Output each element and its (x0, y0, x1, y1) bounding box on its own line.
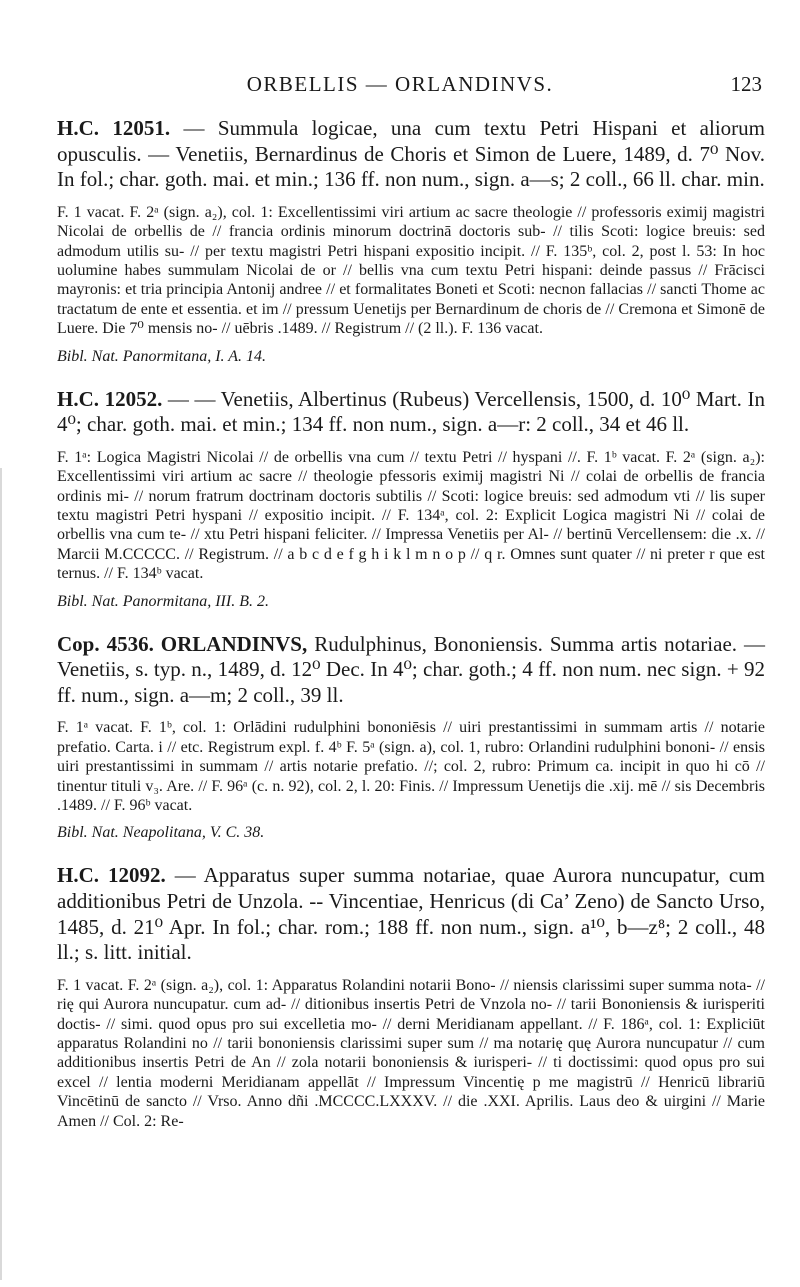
entry-bibliography: Bibl. Nat. Neapolitana, V. C. 38. (57, 824, 265, 842)
entry-description: F. 1 vacat. F. 2ᵃ (sign. a₂), col. 1: Apparatus Rolandini notarii Bono- // niensis clarissimi super summa nota- // rię qui Aurora nuncupatur. cum ad- // ditionibus insertis Petri de Vnzola no- // tarii Bononiensis & iurisperiti doctis- // simi. quod opus pro sui excelletia mo- // derni Meridianam appellant. // F. 186ᵃ, col. 1: Expliciūt apparatus Rolandini no // tarii bononiensis clarissimi super sum // ma notarię quę Aurora nuncupatur // cum additionibus insertis Petri de An // zola notarii bononiensis & iurisperi- // ti doctissimi: quod opus pro sui excel // lentia moderni Meridianam appellāt // Impressum Vincentię p me magistrū // Henricū librariū Vincētinū de sancto // Vrso. Anno dñi .MCCCC.LXXXV. // die .XXI. Aprilis. Laus deo & uirgini // Marie Amen // Col. 2: Re- (57, 976, 765, 1130)
entry-reference: H.C. 12092. (57, 863, 166, 888)
entry-reference: H.C. 12051. (57, 116, 171, 140)
entry-heading (57, 116, 765, 193)
entry-heading (57, 387, 765, 438)
document-body (57, 116, 765, 1151)
page-number: 123 (730, 72, 762, 96)
entry-bibliography: Bibl. Nat. Panormitana, I. A. 14. (57, 347, 267, 365)
entry-12052 (57, 387, 765, 612)
running-head (0, 72, 800, 102)
entry-heading-text: Rudulphinus, Bononiensis. Summa artis notariae. — Venetiis, s. typ. n., 1489, d. 12⁰ Dec. In 4⁰; char. goth.; 4 ff. non num. nec sign. + 92 ff. num., sign. a—m; 2 coll., 39 ll. (57, 631, 766, 707)
entry-heading (57, 863, 765, 965)
entry-heading-text: — Apparatus super summa notariae, quae Aurora nuncupatur, cum additionibus Petri de Unzola. -- Vincentiae, Henricus (di Ca’ Zeno) de Sancto Urso, 1485, d. 21⁰ Apr. In fol.; char. rom.; 188 ff. non num., sign. a¹⁰, b—z⁸; 2 coll., 48 ll.; s. litt. initial. (57, 863, 765, 965)
entry-reference: H.C. 12052. (57, 386, 163, 411)
entry-description: F. 1 vacat. F. 2ᵃ (sign. a₂), col. 1: Excellentissimi viri artium ac sacre theologie // professoris eximij magistri Nicolai de orbellis de // francia ordinis minorum doctrinā doctoris sub- // tilis Scoti: logice breuis: sed admodum utilis su- // per textu magistri Petri hispani expositio incipit. // F. 135ᵇ, col. 2, post l. 53: In hoc uolumine habes summulam Nicolai de or // bellis vna cum textu Petri hispani: deinde passus // Frācisci mayronis: et tria principia Antonij andree // et formalitates Boneti et Scoti: necnon fallacias // sancti Thome ac tractatum de ente et essentia. et im // pressum Uenetijs per Bernardinum de choris de // Cremona et Simonē de Luere. Die 7⁰ mensis no- // uēbris .1489. // Registrum // (2 ll.). F. 136 vacat. (57, 203, 765, 338)
entry-cop-4536 (57, 632, 765, 844)
entry-heading-text: — — Venetiis, Albertinus (Rubeus) Vercellensis, 1500, d. 10⁰ Mart. In 4⁰; char. goth. mai. et min.; 134 ff. non num., sign. a—r: 2 coll., 34 et 46 ll. (57, 386, 765, 437)
entry-heading-text: — Summula logicae, una cum textu Petri Hispani et aliorum opusculis. — Venetiis, Bernardinus de Choris et Simon de Luere, 1489, d. 7⁰ Nov. In fol.; char. goth. mai. et min.; 136 ff. non num., sign. a—s; 2 coll., 66 ll. char. min. (57, 116, 765, 192)
entry-12051 (57, 116, 765, 367)
running-title: ORBELLIS — ORLANDINVS. (246, 72, 554, 96)
entry-reference: Cop. 4536. ORLANDINVS, (57, 631, 308, 656)
entry-12092 (57, 863, 765, 1131)
entry-description: F. 1ᵃ: Logica Magistri Nicolai // de orbellis vna cum // textu Petri // hyspani //. F. 1ᵇ vacat. F. 2ᵃ (sign. a₂): Excellentissimi viri artium ac sacre // theologie pfessoris eximij magistri Ni // colai de orbellis de francia ordinis mi- // norum fratrum doctrinam doctoris subtilis // Scoti: logice breuis: sed admodum vti // lis super textu magistri Petri hyspani // expositio incipit. // F. 134ᵃ, col. 2: Explicit Logica magistri Ni // colai de orbellis vna cum te- // xtu Petri hispani feliciter. // Impressa Venetiis per Al- // bertinū Vercellensem: die .x. // Marcii M.CCCCC. // Registrum. // a b c d e f g h i k l m n o p // q r. Omnes sunt quater // ni preter r que est ternus. // F. 134ᵇ vacat. (57, 448, 765, 583)
margin-shadow (0, 468, 2, 1280)
entry-heading (57, 632, 765, 709)
entry-bibliography: Bibl. Nat. Panormitana, III. B. 2. (57, 592, 269, 610)
entry-description: F. 1ᵃ vacat. F. 1ᵇ, col. 1: Orlādini rudulphini bononiēsis // uiri prestantissimi in summam artis // notarie prefatio. Carta. i // etc. Registrum expl. f. 4ᵇ F. 5ᵃ (sign. a), col. 1, rubro: Orlandini rudulphini bononi- // ensis uiri prestantissimi in summam // artis notarie prefatio. //; col. 2, rubro: Primum ca. incipit in quo hi cō // tinentur tituli v₃. Are. // F. 96ᵃ (c. n. 92), col. 2, l. 20: Finis. // Impressum Uenetijs die .xij. mē // sis Decembris .1489. // F. 96ᵇ vacat. (57, 719, 765, 815)
